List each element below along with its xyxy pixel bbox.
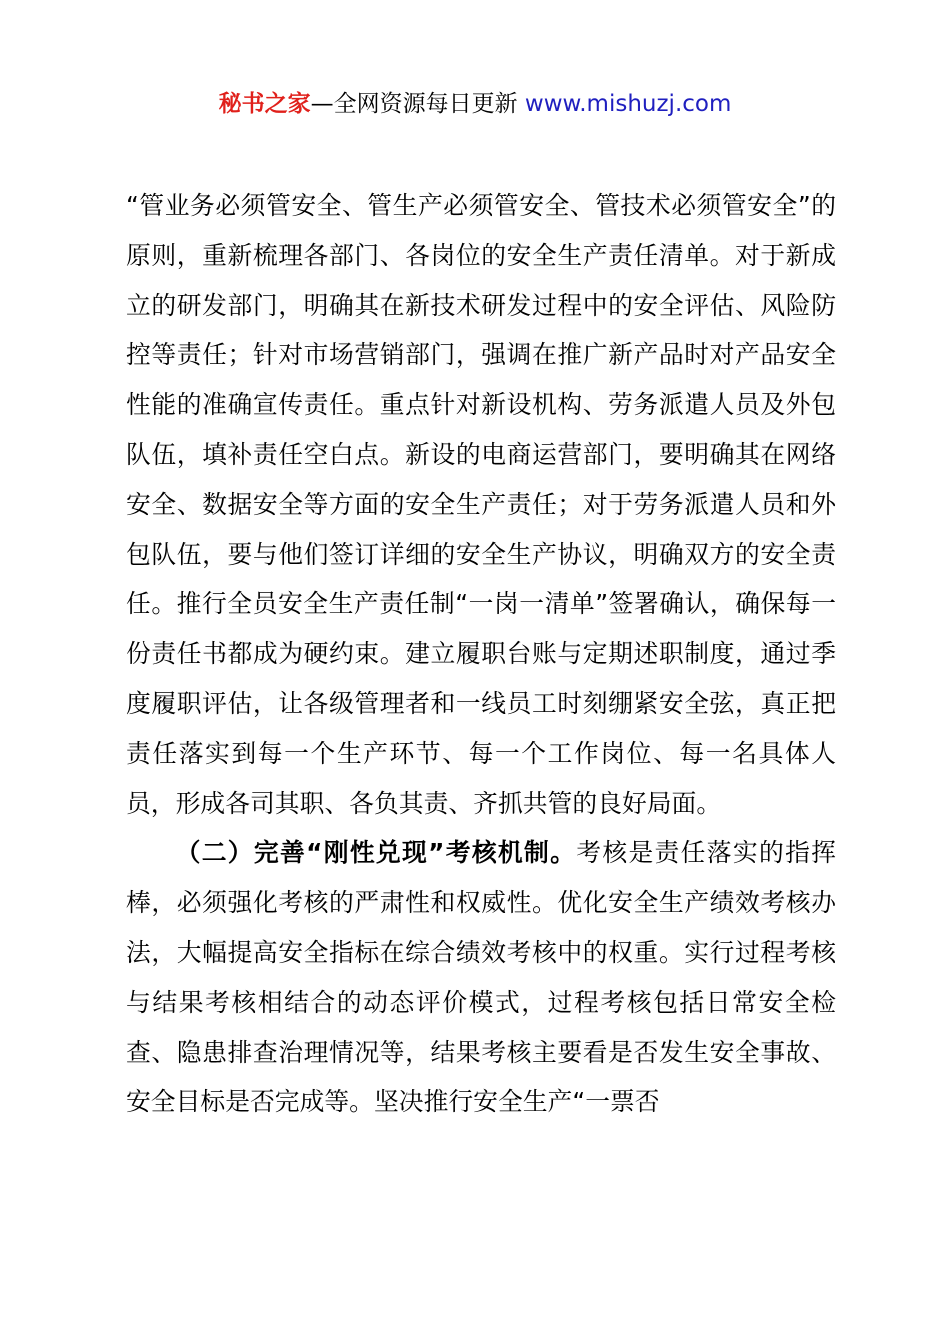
paragraph-text: “管业务必须管安全、管生产必须管安全、管技术必须管安全”的原则，重新梳理各部门、各岗位的安全生产责任清单。对于新成立的研发部门，明确其在新技术研发过程中的安全评估、风险防控等责任；针对市场营销部门，强调在推广新产品时对产品安全性能的准确宣传责任。重点针对新设机构、劳务派遣人员及外包队伍，填补责任空白点。新设的电商运营部门，要明确其在网络安全、数据安全等方面的安全生产责任；对于劳务派遣人员和外包队伍，要与他们签订详细的安全生产协议，明确双方的安全责任。推行全员安全生产责任制“一岗一清单”签署确认，确保每一份责任书都成为硬约束。建立履职台账与定期述职制度，通过季度履职评估，让各级管理者和一线员工时刻绷紧安全弦，真正把责任落实到每一个生产环节、每一个工作岗位、每一名具体人员，形成各司其职、各负其责、齐抓共管的良好局面。 (126, 191, 836, 818)
paragraph-responsibility-list (126, 181, 836, 828)
brand-name: 秘书之家 (218, 91, 311, 117)
document-body (126, 181, 836, 1127)
paragraph-text: 考核是责任落实的指挥棒，必须强化考核的严肃性和权威性。优化安全生产绩效考核办法，大幅提高安全指标在综合绩效考核中的权重。实行过程考核与结果考核相结合的动态评价模式，过程考核包括日常安全检查、隐患排查治理情况等，结果考核主要看是否发生安全事故、安全目标是否完成等。坚决推行安全生产“一票否 (126, 838, 836, 1117)
paragraph-assessment-mechanism (126, 828, 836, 1127)
site-url-link[interactable]: www.mishuzj.com (524, 91, 732, 117)
page-header (0, 88, 950, 120)
section-heading: （二）完善“刚性兑现”考核机制。 (175, 838, 577, 868)
header-tagline: —全网资源每日更新 (310, 91, 525, 117)
